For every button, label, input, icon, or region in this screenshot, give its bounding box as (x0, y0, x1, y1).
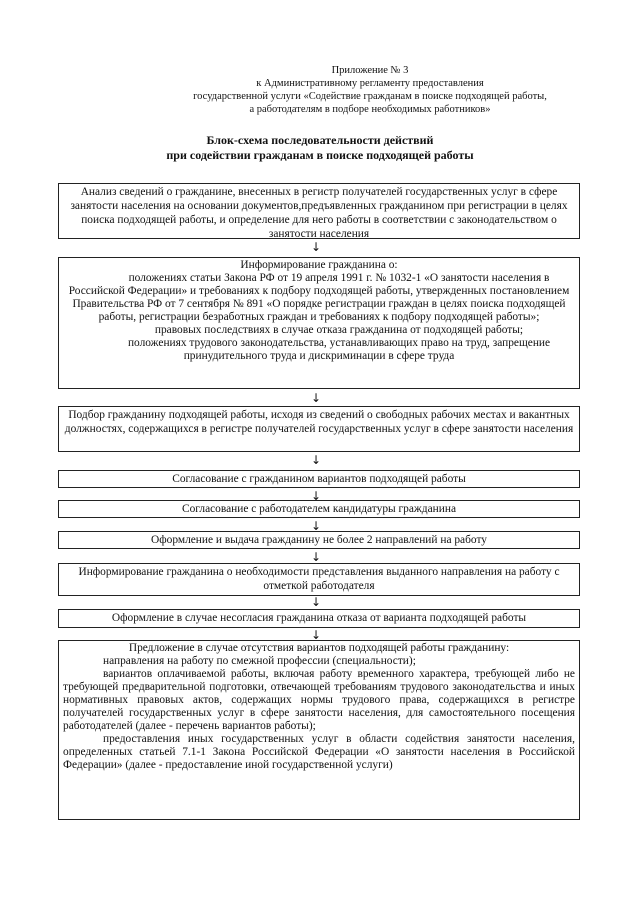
title-line: при содействии гражданам в поиске подходящей работы (166, 148, 474, 162)
step-heading: Предложение в случае отсутствия вариантов подходящей работы гражданину: (128, 642, 510, 654)
step-text: Информирование гражданина о необходимости представления выданного направления на работу с отметкой работодателя (78, 566, 560, 592)
step-box-issue-referrals (58, 531, 580, 549)
step-paragraph: правовых последствиях в случае отказа гражданина от подходящей работы; (154, 324, 524, 336)
step-text: Оформление и выдача гражданину не более 2 направлений на работу (151, 534, 487, 546)
step-paragraph: вариантов оплачиваемой работы, включая работу временного характера, требующей либо не требующей предварительной подготовки, отвечающей требованиям трудового законодательства и иных нормативных правовых актов, содержащих нормы трудового права, содержащихся в регистре получателей государственных услуг в сфере занятости населения, для самостоятельного посещения работодателей (далее - перечень вариантов работы); (63, 668, 575, 732)
step-box-informing (58, 257, 580, 389)
appendix-line: к Административному регламенту предоставления (256, 78, 484, 89)
step-text: Анализ сведений о гражданине, внесенных в регистр получателей государственных услуг в сфере занятости населения на основании документов,предъявленных гражданином при регистрации в целях поиска подходящей работы, и определение для него работы в соответствии с законодательством о занятости населения (70, 186, 568, 239)
step-text: Оформление в случае несогласия гражданина отказа от варианта подходящей работы (111, 612, 527, 624)
step-box-refusal (58, 609, 580, 628)
down-arrow-icon: ↓ (310, 240, 322, 254)
title-line: Блок-схема последовательности действий (206, 133, 434, 147)
step-text: Согласование с гражданином вариантов подходящей работы (172, 473, 466, 485)
down-arrow-icon: ↓ (310, 519, 322, 533)
step-paragraph: предоставления иных государственных услуг в области содействия занятости населения, определенных статьей 7.1-1 Закона Российской Федерации «О занятости населения в Российской Федерации» (далее - предоставление иной государственной услуги) (63, 733, 575, 771)
step-box-agree-employer (58, 500, 580, 518)
step-box-analysis (58, 183, 580, 239)
down-arrow-icon: ↓ (310, 489, 322, 503)
step-paragraph: положениях трудового законодательства, устанавливающих право на труд, запрещение принудительного труда и дискриминации в сфере труда (127, 337, 551, 362)
down-arrow-icon: ↓ (310, 595, 322, 609)
down-arrow-icon: ↓ (310, 453, 322, 467)
page-title (100, 133, 540, 163)
appendix-header (150, 64, 590, 116)
step-text: Подбор гражданину подходящей работы, исходя из сведений о свободных рабочих местах и вакантных должностях, содержащихся в регистре получателей государственных услуг в сфере занятости населения (64, 409, 574, 435)
step-paragraph: положениях статьи Закона РФ от 19 апреля 1991 г. № 1032-1 «О занятости населения в Российской Федерации» и требованиях к подбору подходящей работы, утвержденных постановлением Правительства РФ от 7 сентября № 891 «О порядке регистрации граждан в целях поиска подходящей работы, регистрации безработных граждан и требованиях к подбору подходящей работы»; (68, 272, 570, 323)
appendix-line: государственной услуги «Содействие гражданам в поиске подходящей работы, (193, 91, 547, 102)
step-box-offer-alternatives (58, 640, 580, 820)
step-heading: Информирование гражданина о: (240, 259, 398, 271)
down-arrow-icon: ↓ (310, 550, 322, 564)
step-paragraph: направления на работу по смежной профессии (специальности); (103, 655, 416, 667)
appendix-line: а работодателям в подборе необходимых работников» (249, 104, 491, 115)
step-text: Согласование с работодателем кандидатуры гражданина (182, 503, 456, 515)
step-box-agree-citizen (58, 470, 580, 488)
appendix-number: Приложение № 3 (331, 65, 409, 76)
step-box-inform-referral (58, 563, 580, 596)
down-arrow-icon: ↓ (310, 391, 322, 405)
down-arrow-icon: ↓ (310, 628, 322, 642)
step-box-selection (58, 406, 580, 452)
